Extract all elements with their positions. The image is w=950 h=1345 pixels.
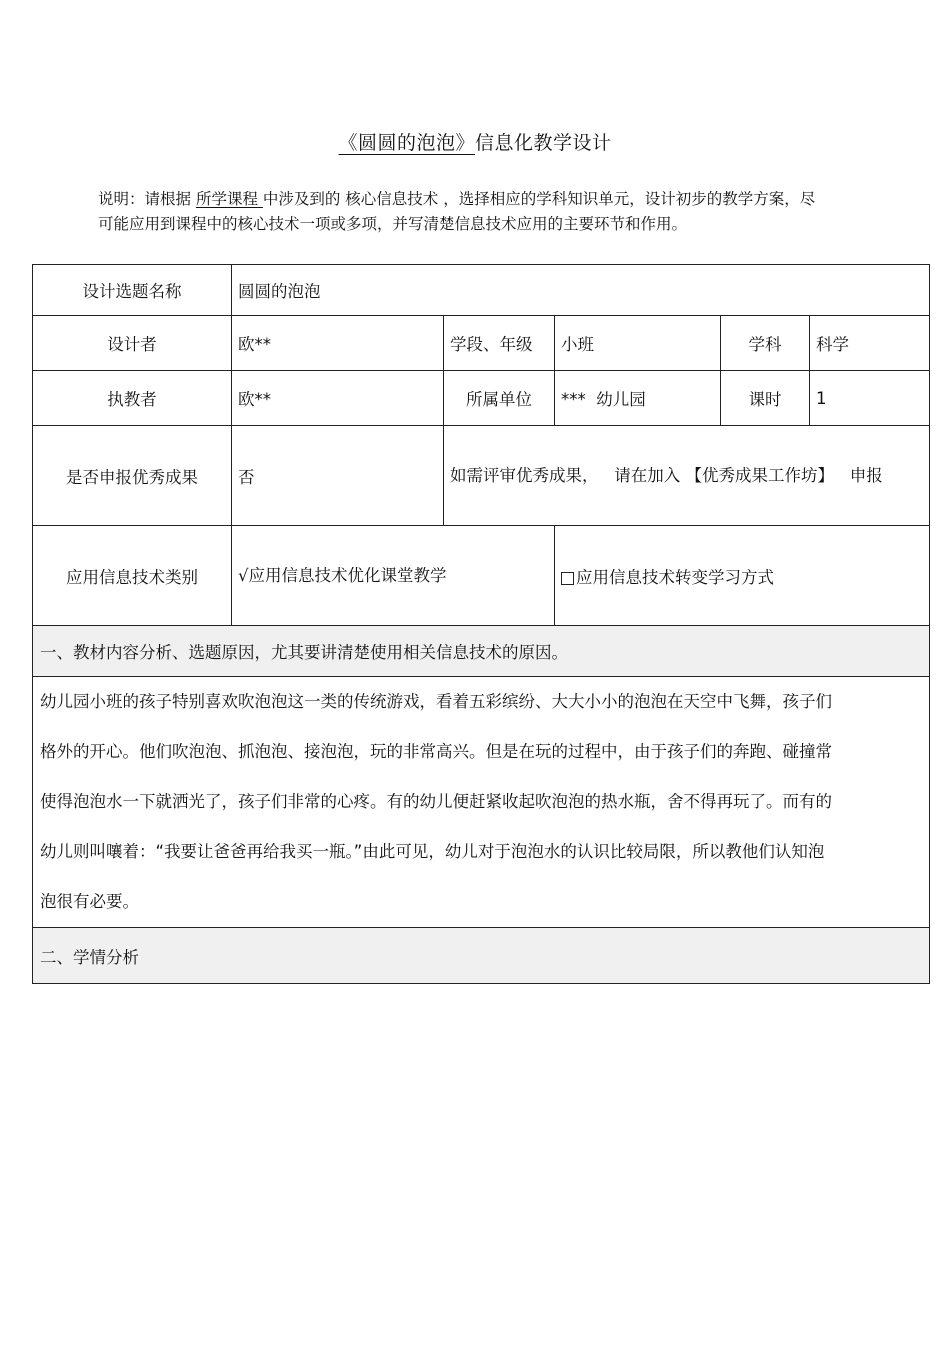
title-underlined: 《圆圆的泡泡》 [338, 132, 475, 154]
report-label: 是否申报优秀成果 [33, 426, 232, 526]
design-table [32, 264, 930, 984]
document-title [0, 128, 950, 155]
tech-option-transform-label: 应用信息技术转变学习方式 [576, 567, 774, 587]
designer-label: 设计者 [33, 316, 232, 371]
tech-type-label: 应用信息技术类别 [33, 526, 232, 626]
section-2-heading: 二、学情分析 [33, 928, 930, 984]
checkbox-icon [561, 572, 574, 585]
topic-value: 圆圆的泡泡 [232, 265, 930, 316]
title-rest: 信息化教学设计 [475, 132, 612, 154]
note-part-2: 所学课程 [195, 190, 263, 208]
grade-value: 小班 [555, 316, 721, 371]
grade-label: 学段、年级 [444, 316, 555, 371]
hours-label: 课时 [721, 371, 810, 426]
report-note: 如需评审优秀成果， 请在加入 【优秀成果工作坊】 申报 [444, 426, 930, 526]
tech-option-optimize: √应用信息技术优化课堂教学 [232, 526, 555, 626]
section-1-heading: 一、教材内容分析、选题原因，尤其要讲清楚使用相关信息技术的原因。 [33, 626, 930, 677]
unit-value: *** 幼儿园 [555, 371, 721, 426]
tech-option-transform [555, 526, 930, 626]
note-part-3: 中涉及到的 核心信息技术 ，选择相应的学科知识单元，设计初步的教学方案，尽可能应用到课程中的核心技术一项或多项，并写清楚信息技术应用的主要环节和作用。 [98, 190, 816, 233]
teacher-value: 欧** [232, 371, 444, 426]
topic-label: 设计选题名称 [33, 265, 232, 316]
section-1-body: 幼儿园小班的孩子特别喜欢吹泡泡这一类的传统游戏，看着五彩缤纷、大大小小的泡泡在天空中飞舞，孩子们格外的开心。他们吹泡泡、抓泡泡、接泡泡，玩的非常高兴。但是在玩的过程中，由于孩子们的奔跑、碰撞常使得泡泡水一下就洒光了，孩子们非常的心疼。有的幼儿便赶紧收起吹泡泡的热水瓶，舍不得再玩了。而有的幼儿则叫嚷着：“我要让爸爸再给我买一瓶。”由此可见，幼儿对于泡泡水的认识比较局限，所以教他们认知泡泡很有必要。 [33, 677, 930, 928]
instruction-note [98, 187, 828, 237]
hours-value: 1 [810, 371, 930, 426]
unit-label: 所属单位 [444, 371, 555, 426]
teacher-label: 执教者 [33, 371, 232, 426]
subject-label: 学科 [721, 316, 810, 371]
note-part-1: 说明：请根据 [98, 190, 196, 208]
subject-value: 科学 [810, 316, 930, 371]
designer-value: 欧** [232, 316, 444, 371]
report-value: 否 [232, 426, 444, 526]
